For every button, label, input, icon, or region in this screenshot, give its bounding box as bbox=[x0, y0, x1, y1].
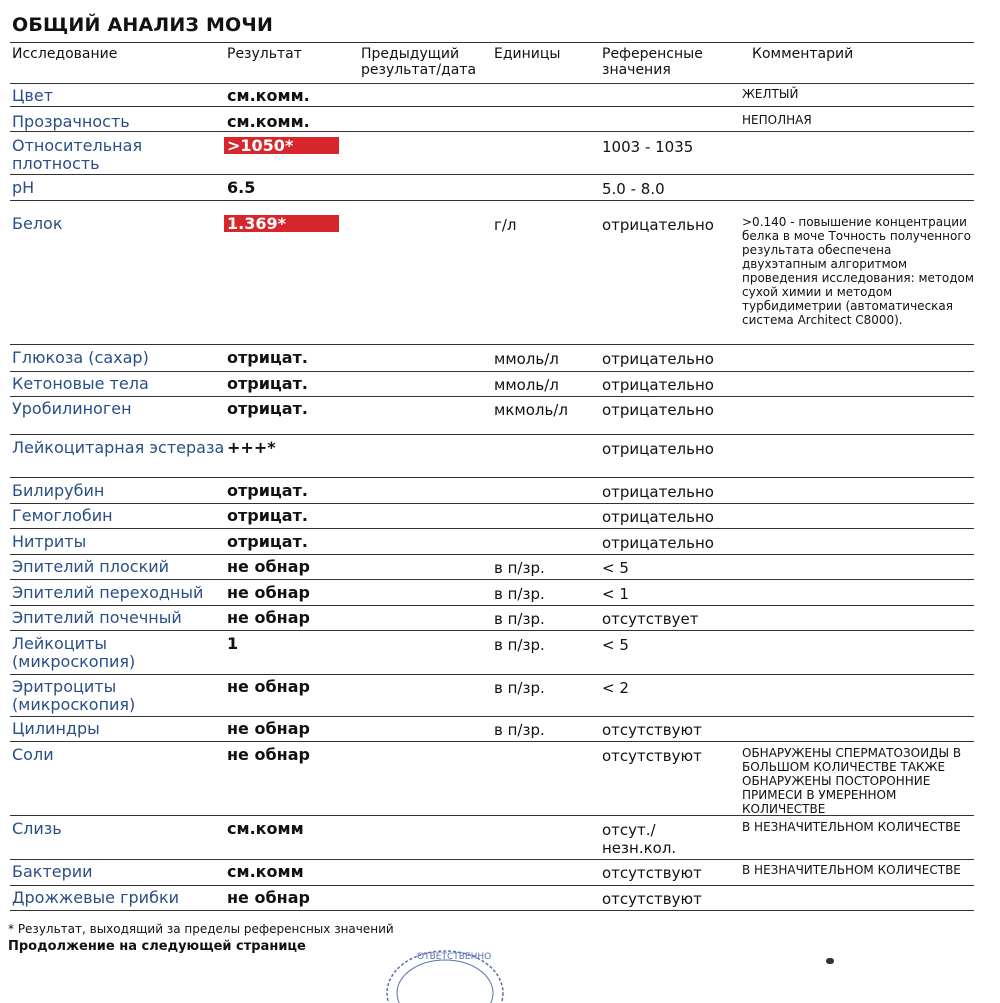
table-row bbox=[0, 213, 1000, 345]
comment-text: В НЕЗНАЧИТЕЛЬНОМ КОЛИЧЕСТВЕ bbox=[742, 820, 961, 834]
table-row bbox=[0, 676, 1000, 717]
table-row bbox=[0, 135, 1000, 175]
reference-value: отрицательно bbox=[602, 483, 714, 501]
table-row bbox=[0, 505, 1000, 529]
units-value: г/л bbox=[494, 216, 517, 234]
reference-value: < 2 bbox=[602, 679, 629, 697]
title-divider bbox=[10, 42, 974, 43]
reference-value: отрицательно bbox=[602, 376, 714, 394]
test-name: Белок bbox=[12, 214, 63, 233]
units-value: в п/зр. bbox=[494, 610, 545, 628]
table-row bbox=[0, 607, 1000, 631]
test-name: Соли bbox=[12, 745, 54, 764]
reference-value: отрицательно bbox=[602, 350, 714, 368]
reference-value: < 5 bbox=[602, 636, 629, 654]
row-divider bbox=[10, 554, 974, 555]
test-name: Глюкоза (сахар) bbox=[12, 348, 149, 367]
table-row bbox=[0, 718, 1000, 742]
table-row bbox=[0, 633, 1000, 675]
reference-value: 5.0 - 8.0 bbox=[602, 180, 665, 198]
table-row bbox=[0, 85, 1000, 107]
table-row bbox=[0, 347, 1000, 372]
header-test: Исследование bbox=[12, 46, 118, 62]
table-row bbox=[0, 818, 1000, 860]
reference-value: отсутствуют bbox=[602, 721, 702, 739]
table-row bbox=[0, 398, 1000, 435]
units-value: в п/зр. bbox=[494, 585, 545, 603]
result-value: 6.5 bbox=[227, 178, 256, 197]
units-value: в п/зр. bbox=[494, 559, 545, 577]
result-value: отрицат. bbox=[227, 532, 308, 551]
reference-value: отсутствуют bbox=[602, 890, 702, 908]
report-title: ОБЩИЙ АНАЛИЗ МОЧИ bbox=[12, 14, 274, 36]
row-divider bbox=[10, 200, 974, 201]
row-divider bbox=[10, 859, 974, 860]
row-divider bbox=[10, 106, 974, 107]
table-row bbox=[0, 177, 1000, 201]
table-row bbox=[0, 744, 1000, 816]
test-name: Нитриты bbox=[12, 532, 87, 551]
row-divider bbox=[10, 344, 974, 345]
reference-value: отсутствуют bbox=[602, 747, 702, 765]
reference-value: отсут./незн.кол. bbox=[602, 821, 677, 857]
row-divider bbox=[10, 605, 974, 606]
row-divider bbox=[10, 131, 974, 132]
result-value: см.комм bbox=[227, 819, 304, 838]
table-row bbox=[0, 437, 1000, 478]
units-value: ммоль/л bbox=[494, 350, 559, 368]
test-name: Слизь bbox=[12, 819, 62, 838]
comment-text: НЕПОЛНАЯ bbox=[742, 113, 812, 127]
row-divider bbox=[10, 630, 974, 631]
row-divider bbox=[10, 716, 974, 717]
result-value: см.комм. bbox=[227, 86, 310, 105]
test-name: Лейкоциты (микроскопия) bbox=[12, 634, 136, 671]
result-value: не обнар bbox=[227, 719, 310, 738]
test-name: pH bbox=[12, 178, 35, 197]
test-name: Лейкоцитарная эстераза bbox=[12, 438, 225, 457]
result-value: +++* bbox=[227, 438, 276, 457]
units-value: в п/зр. bbox=[494, 636, 545, 654]
stamp-image bbox=[385, 943, 505, 1003]
header-units: Единицы bbox=[494, 46, 561, 62]
table-row bbox=[0, 861, 1000, 886]
footnote: * Результат, выходящий за пределы референсных значений bbox=[8, 922, 394, 936]
reference-value: отрицательно bbox=[602, 216, 714, 234]
row-divider bbox=[10, 434, 974, 435]
result-value: см.комм bbox=[227, 862, 304, 881]
test-name: Билирубин bbox=[12, 481, 105, 500]
header-comment: Комментарий bbox=[752, 46, 854, 62]
row-divider bbox=[10, 174, 974, 175]
header-previous: Предыдущий результат/дата bbox=[361, 46, 477, 78]
table-row bbox=[0, 582, 1000, 606]
result-value: не обнар bbox=[227, 888, 310, 907]
table-row bbox=[0, 111, 1000, 132]
table-row bbox=[0, 887, 1000, 911]
test-name: Эритроциты (микроскопия) bbox=[12, 677, 136, 714]
test-name: Эпителий плоский bbox=[12, 557, 170, 576]
reference-value: < 5 bbox=[602, 559, 629, 577]
row-divider bbox=[10, 477, 974, 478]
mark-dot bbox=[826, 958, 834, 964]
comment-text: >0.140 - повышение концентрации белка в моче Точность полученного результата обеспечена двухэтапным алгоритмом проведения исследования: методом сухой химии и методом турбидиметрии (автоматическая система Architect C8000). bbox=[742, 215, 974, 327]
result-value: отрицат. bbox=[227, 399, 308, 418]
reference-value: отсутствуют bbox=[602, 864, 702, 882]
result-value: не обнар bbox=[227, 677, 310, 696]
result-value: не обнар bbox=[227, 608, 310, 627]
comment-text: В НЕЗНАЧИТЕЛЬНОМ КОЛИЧЕСТВЕ bbox=[742, 863, 961, 877]
row-divider bbox=[10, 815, 974, 816]
reference-value: отрицательно bbox=[602, 401, 714, 419]
test-name: Дрожжевые грибки bbox=[12, 888, 179, 907]
units-value: мкмоль/л bbox=[494, 401, 568, 419]
table-row bbox=[0, 373, 1000, 397]
reference-value: отрицательно bbox=[602, 508, 714, 526]
test-name: Кетоновые тела bbox=[12, 374, 149, 393]
result-value: не обнар bbox=[227, 557, 310, 576]
table-row bbox=[0, 556, 1000, 580]
test-name: Относительная плотность bbox=[12, 136, 143, 173]
row-divider bbox=[10, 528, 974, 529]
result-value: отрицат. bbox=[227, 374, 308, 393]
test-name: Прозрачность bbox=[12, 112, 130, 131]
result-value: отрицат. bbox=[227, 348, 308, 367]
test-name: Цвет bbox=[12, 86, 54, 105]
row-divider bbox=[10, 910, 974, 911]
reference-value: < 1 bbox=[602, 585, 629, 603]
result-value-flagged: 1.369* bbox=[224, 215, 339, 232]
test-name: Гемоглобин bbox=[12, 506, 113, 525]
units-value: в п/зр. bbox=[494, 679, 545, 697]
row-divider bbox=[10, 503, 974, 504]
table-row bbox=[0, 480, 1000, 504]
comment-text: ЖЕЛТЫЙ bbox=[742, 87, 799, 101]
row-divider bbox=[10, 579, 974, 580]
header-result: Результат bbox=[227, 46, 302, 62]
header-reference: Референсные значения bbox=[602, 46, 703, 78]
row-divider bbox=[10, 371, 974, 372]
stamp-text: ОТВЕТСТВЕННО bbox=[417, 952, 492, 962]
header-divider bbox=[10, 83, 974, 84]
test-name: Уробилиноген bbox=[12, 399, 132, 418]
reference-value: 1003 - 1035 bbox=[602, 138, 694, 156]
units-value: ммоль/л bbox=[494, 376, 559, 394]
test-name: Бактерии bbox=[12, 862, 93, 881]
row-divider bbox=[10, 396, 974, 397]
row-divider bbox=[10, 674, 974, 675]
reference-value: отсутствует bbox=[602, 610, 699, 628]
reference-value: отрицательно bbox=[602, 534, 714, 552]
comment-text: ОБНАРУЖЕНЫ СПЕРМАТОЗОИДЫ В БОЛЬШОМ КОЛИЧЕСТВЕ ТАКЖЕ ОБНАРУЖЕНЫ ПОСТОРОННИЕ ПРИМЕСИ В УМЕРЕННОМ КОЛИЧЕСТВЕ bbox=[742, 746, 962, 816]
result-value: не обнар bbox=[227, 583, 310, 602]
units-value: в п/зр. bbox=[494, 721, 545, 739]
result-value: отрицат. bbox=[227, 481, 308, 500]
test-name: Эпителий почечный bbox=[12, 608, 182, 627]
reference-value: отрицательно bbox=[602, 440, 714, 458]
result-value: не обнар bbox=[227, 745, 310, 764]
result-value-flagged: >1050* bbox=[224, 137, 339, 154]
result-value: отрицат. bbox=[227, 506, 308, 525]
continuation-note: Продолжение на следующей странице bbox=[8, 939, 306, 954]
row-divider bbox=[10, 741, 974, 742]
result-value: см.комм. bbox=[227, 112, 310, 131]
row-divider bbox=[10, 885, 974, 886]
test-name: Цилиндры bbox=[12, 719, 100, 738]
table-row bbox=[0, 531, 1000, 555]
test-name: Эпителий переходный bbox=[12, 583, 204, 602]
result-value: 1 bbox=[227, 634, 239, 653]
